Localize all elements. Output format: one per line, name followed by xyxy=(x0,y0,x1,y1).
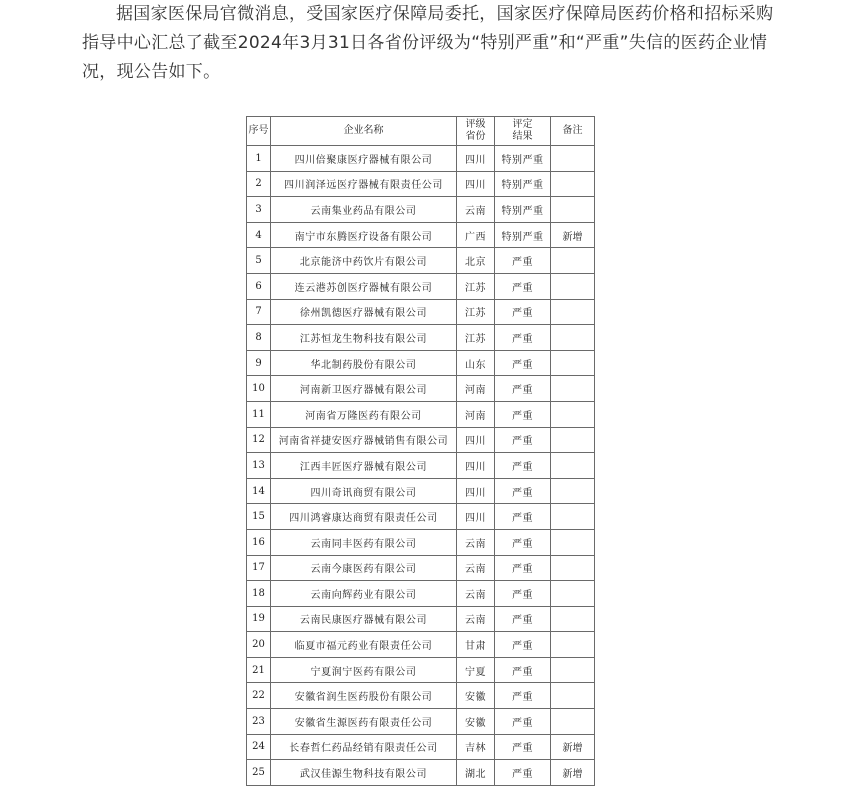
cell-note xyxy=(551,529,595,555)
cell-seq: 25 xyxy=(247,760,271,786)
cell-province: 湖北 xyxy=(457,760,495,786)
table-row xyxy=(247,325,595,351)
cell-province: 江苏 xyxy=(457,299,495,325)
table-row xyxy=(247,529,595,555)
table-row xyxy=(247,555,595,581)
cell-seq: 24 xyxy=(247,734,271,760)
table-row xyxy=(247,299,595,325)
cell-province: 四川 xyxy=(457,504,495,530)
intro-paragraph: 据国家医保局官微消息，受国家医疗保障局委托，国家医疗保障局医药价格和招标采购指导中心汇总了截至2024年3月31日各省份评级为“特别严重”和“严重”失信的医药企业情况，现公告如下。 xyxy=(82,4,774,82)
cell-seq: 17 xyxy=(247,555,271,581)
table-row xyxy=(247,606,595,632)
cell-note xyxy=(551,325,595,351)
cell-company-name: 河南新卫医疗器械有限公司 xyxy=(271,376,457,402)
header-province-line2: 省份 xyxy=(465,131,486,142)
cell-seq: 20 xyxy=(247,632,271,658)
cell-province: 北京 xyxy=(457,248,495,274)
cell-company-name: 徐州凯德医疗器械有限公司 xyxy=(271,299,457,325)
cell-note xyxy=(551,504,595,530)
cell-note xyxy=(551,350,595,376)
cell-result: 严重 xyxy=(495,632,551,658)
cell-province: 四川 xyxy=(457,453,495,479)
cell-result: 特别严重 xyxy=(495,146,551,172)
cell-result: 严重 xyxy=(495,299,551,325)
table-row xyxy=(247,683,595,709)
cell-company-name: 华北制药股份有限公司 xyxy=(271,350,457,376)
cell-result: 特别严重 xyxy=(495,171,551,197)
cell-company-name: 云南集业药品有限公司 xyxy=(271,197,457,223)
table-row xyxy=(247,376,595,402)
cell-company-name: 长春哲仁药品经销有限责任公司 xyxy=(271,734,457,760)
cell-company-name: 连云港苏创医疗器械有限公司 xyxy=(271,273,457,299)
cell-company-name: 安徽省润生医药股份有限公司 xyxy=(271,683,457,709)
cell-province: 四川 xyxy=(457,146,495,172)
cell-province: 云南 xyxy=(457,581,495,607)
cell-company-name: 四川鸿睿康达商贸有限责任公司 xyxy=(271,504,457,530)
cell-seq: 19 xyxy=(247,606,271,632)
cell-note xyxy=(551,657,595,683)
cell-company-name: 南宁市东腾医疗设备有限公司 xyxy=(271,222,457,248)
cell-result: 严重 xyxy=(495,248,551,274)
cell-result: 严重 xyxy=(495,453,551,479)
cell-note xyxy=(551,197,595,223)
cell-company-name: 云南同丰医药有限公司 xyxy=(271,529,457,555)
cell-province: 安徽 xyxy=(457,683,495,709)
cell-seq: 8 xyxy=(247,325,271,351)
cell-province: 四川 xyxy=(457,478,495,504)
cell-result: 严重 xyxy=(495,657,551,683)
header-result-line1: 评定 xyxy=(512,119,533,130)
cell-province: 宁夏 xyxy=(457,657,495,683)
cell-seq: 15 xyxy=(247,504,271,530)
cell-result: 严重 xyxy=(495,581,551,607)
table-row xyxy=(247,504,595,530)
cell-province: 河南 xyxy=(457,401,495,427)
cell-province: 云南 xyxy=(457,606,495,632)
cell-note xyxy=(551,453,595,479)
cell-note xyxy=(551,273,595,299)
cell-note xyxy=(551,581,595,607)
credit-table-container xyxy=(246,116,595,786)
cell-seq: 4 xyxy=(247,222,271,248)
table-row xyxy=(247,146,595,172)
cell-seq: 13 xyxy=(247,453,271,479)
cell-seq: 14 xyxy=(247,478,271,504)
cell-province: 广西 xyxy=(457,222,495,248)
cell-company-name: 宁夏润宁医药有限公司 xyxy=(271,657,457,683)
cell-company-name: 云南民康医疗器械有限公司 xyxy=(271,606,457,632)
cell-company-name: 云南向辉药业有限公司 xyxy=(271,581,457,607)
table-row xyxy=(247,760,595,786)
cell-seq: 12 xyxy=(247,427,271,453)
cell-note xyxy=(551,427,595,453)
cell-result: 严重 xyxy=(495,709,551,735)
cell-note xyxy=(551,632,595,658)
cell-seq: 2 xyxy=(247,171,271,197)
cell-company-name: 江苏恒龙生物科技有限公司 xyxy=(271,325,457,351)
cell-province: 河南 xyxy=(457,376,495,402)
cell-note: 新增 xyxy=(551,734,595,760)
table-row xyxy=(247,197,595,223)
cell-seq: 18 xyxy=(247,581,271,607)
table-row xyxy=(247,657,595,683)
cell-province: 四川 xyxy=(457,427,495,453)
credit-table xyxy=(246,116,595,786)
cell-company-name: 北京能济中药饮片有限公司 xyxy=(271,248,457,274)
cell-result: 严重 xyxy=(495,273,551,299)
cell-province: 云南 xyxy=(457,529,495,555)
table-header-row xyxy=(247,117,595,146)
cell-note xyxy=(551,709,595,735)
cell-company-name: 河南省祥捷安医疗器械销售有限公司 xyxy=(271,427,457,453)
cell-note xyxy=(551,478,595,504)
table-row xyxy=(247,171,595,197)
header-result-line2: 结果 xyxy=(512,131,533,142)
cell-seq: 9 xyxy=(247,350,271,376)
cell-note: 新增 xyxy=(551,760,595,786)
cell-company-name: 四川润泽远医疗器械有限责任公司 xyxy=(271,171,457,197)
table-row xyxy=(247,350,595,376)
cell-province: 四川 xyxy=(457,171,495,197)
cell-note xyxy=(551,248,595,274)
cell-note xyxy=(551,146,595,172)
cell-province: 甘肃 xyxy=(457,632,495,658)
cell-company-name: 江西丰匠医疗器械有限公司 xyxy=(271,453,457,479)
cell-province: 江苏 xyxy=(457,325,495,351)
table-row xyxy=(247,401,595,427)
cell-company-name: 武汉佳源生物科技有限公司 xyxy=(271,760,457,786)
cell-note xyxy=(551,299,595,325)
cell-seq: 23 xyxy=(247,709,271,735)
cell-province: 山东 xyxy=(457,350,495,376)
cell-seq: 5 xyxy=(247,248,271,274)
table-row xyxy=(247,581,595,607)
cell-company-name: 安徽省生源医药有限责任公司 xyxy=(271,709,457,735)
cell-note xyxy=(551,376,595,402)
table-row xyxy=(247,222,595,248)
table-row xyxy=(247,709,595,735)
cell-result: 严重 xyxy=(495,401,551,427)
cell-result: 严重 xyxy=(495,376,551,402)
cell-result: 严重 xyxy=(495,350,551,376)
cell-note xyxy=(551,555,595,581)
cell-province: 云南 xyxy=(457,197,495,223)
cell-result: 严重 xyxy=(495,760,551,786)
cell-note: 新增 xyxy=(551,222,595,248)
cell-company-name: 四川奇讯商贸有限公司 xyxy=(271,478,457,504)
cell-company-name: 河南省万隆医药有限公司 xyxy=(271,401,457,427)
cell-result: 严重 xyxy=(495,325,551,351)
cell-seq: 1 xyxy=(247,146,271,172)
cell-seq: 21 xyxy=(247,657,271,683)
header-province xyxy=(457,117,495,146)
cell-province: 云南 xyxy=(457,555,495,581)
cell-company-name: 云南今康医药有限公司 xyxy=(271,555,457,581)
header-result xyxy=(495,117,551,146)
table-row xyxy=(247,453,595,479)
cell-province: 江苏 xyxy=(457,273,495,299)
cell-note xyxy=(551,401,595,427)
header-seq: 序号 xyxy=(247,117,271,146)
cell-province: 吉林 xyxy=(457,734,495,760)
cell-note xyxy=(551,683,595,709)
cell-company-name: 四川倍聚康医疗器械有限公司 xyxy=(271,146,457,172)
cell-seq: 10 xyxy=(247,376,271,402)
cell-result: 严重 xyxy=(495,683,551,709)
table-row xyxy=(247,273,595,299)
cell-note xyxy=(551,171,595,197)
cell-result: 特别严重 xyxy=(495,222,551,248)
cell-result: 严重 xyxy=(495,504,551,530)
cell-seq: 22 xyxy=(247,683,271,709)
cell-seq: 16 xyxy=(247,529,271,555)
table-row xyxy=(247,632,595,658)
cell-result: 严重 xyxy=(495,478,551,504)
cell-seq: 3 xyxy=(247,197,271,223)
cell-result: 严重 xyxy=(495,529,551,555)
header-note: 备注 xyxy=(551,117,595,146)
table-row xyxy=(247,478,595,504)
cell-seq: 11 xyxy=(247,401,271,427)
table-body xyxy=(247,146,595,786)
cell-result: 严重 xyxy=(495,734,551,760)
table-row xyxy=(247,427,595,453)
header-name: 企业名称 xyxy=(271,117,457,146)
cell-result: 严重 xyxy=(495,427,551,453)
cell-company-name: 临夏市福元药业有限责任公司 xyxy=(271,632,457,658)
header-province-line1: 评级 xyxy=(465,119,486,130)
cell-seq: 7 xyxy=(247,299,271,325)
table-row xyxy=(247,734,595,760)
cell-result: 严重 xyxy=(495,606,551,632)
cell-result: 严重 xyxy=(495,555,551,581)
table-row xyxy=(247,248,595,274)
cell-note xyxy=(551,606,595,632)
cell-province: 安徽 xyxy=(457,709,495,735)
cell-seq: 6 xyxy=(247,273,271,299)
cell-result: 特别严重 xyxy=(495,197,551,223)
